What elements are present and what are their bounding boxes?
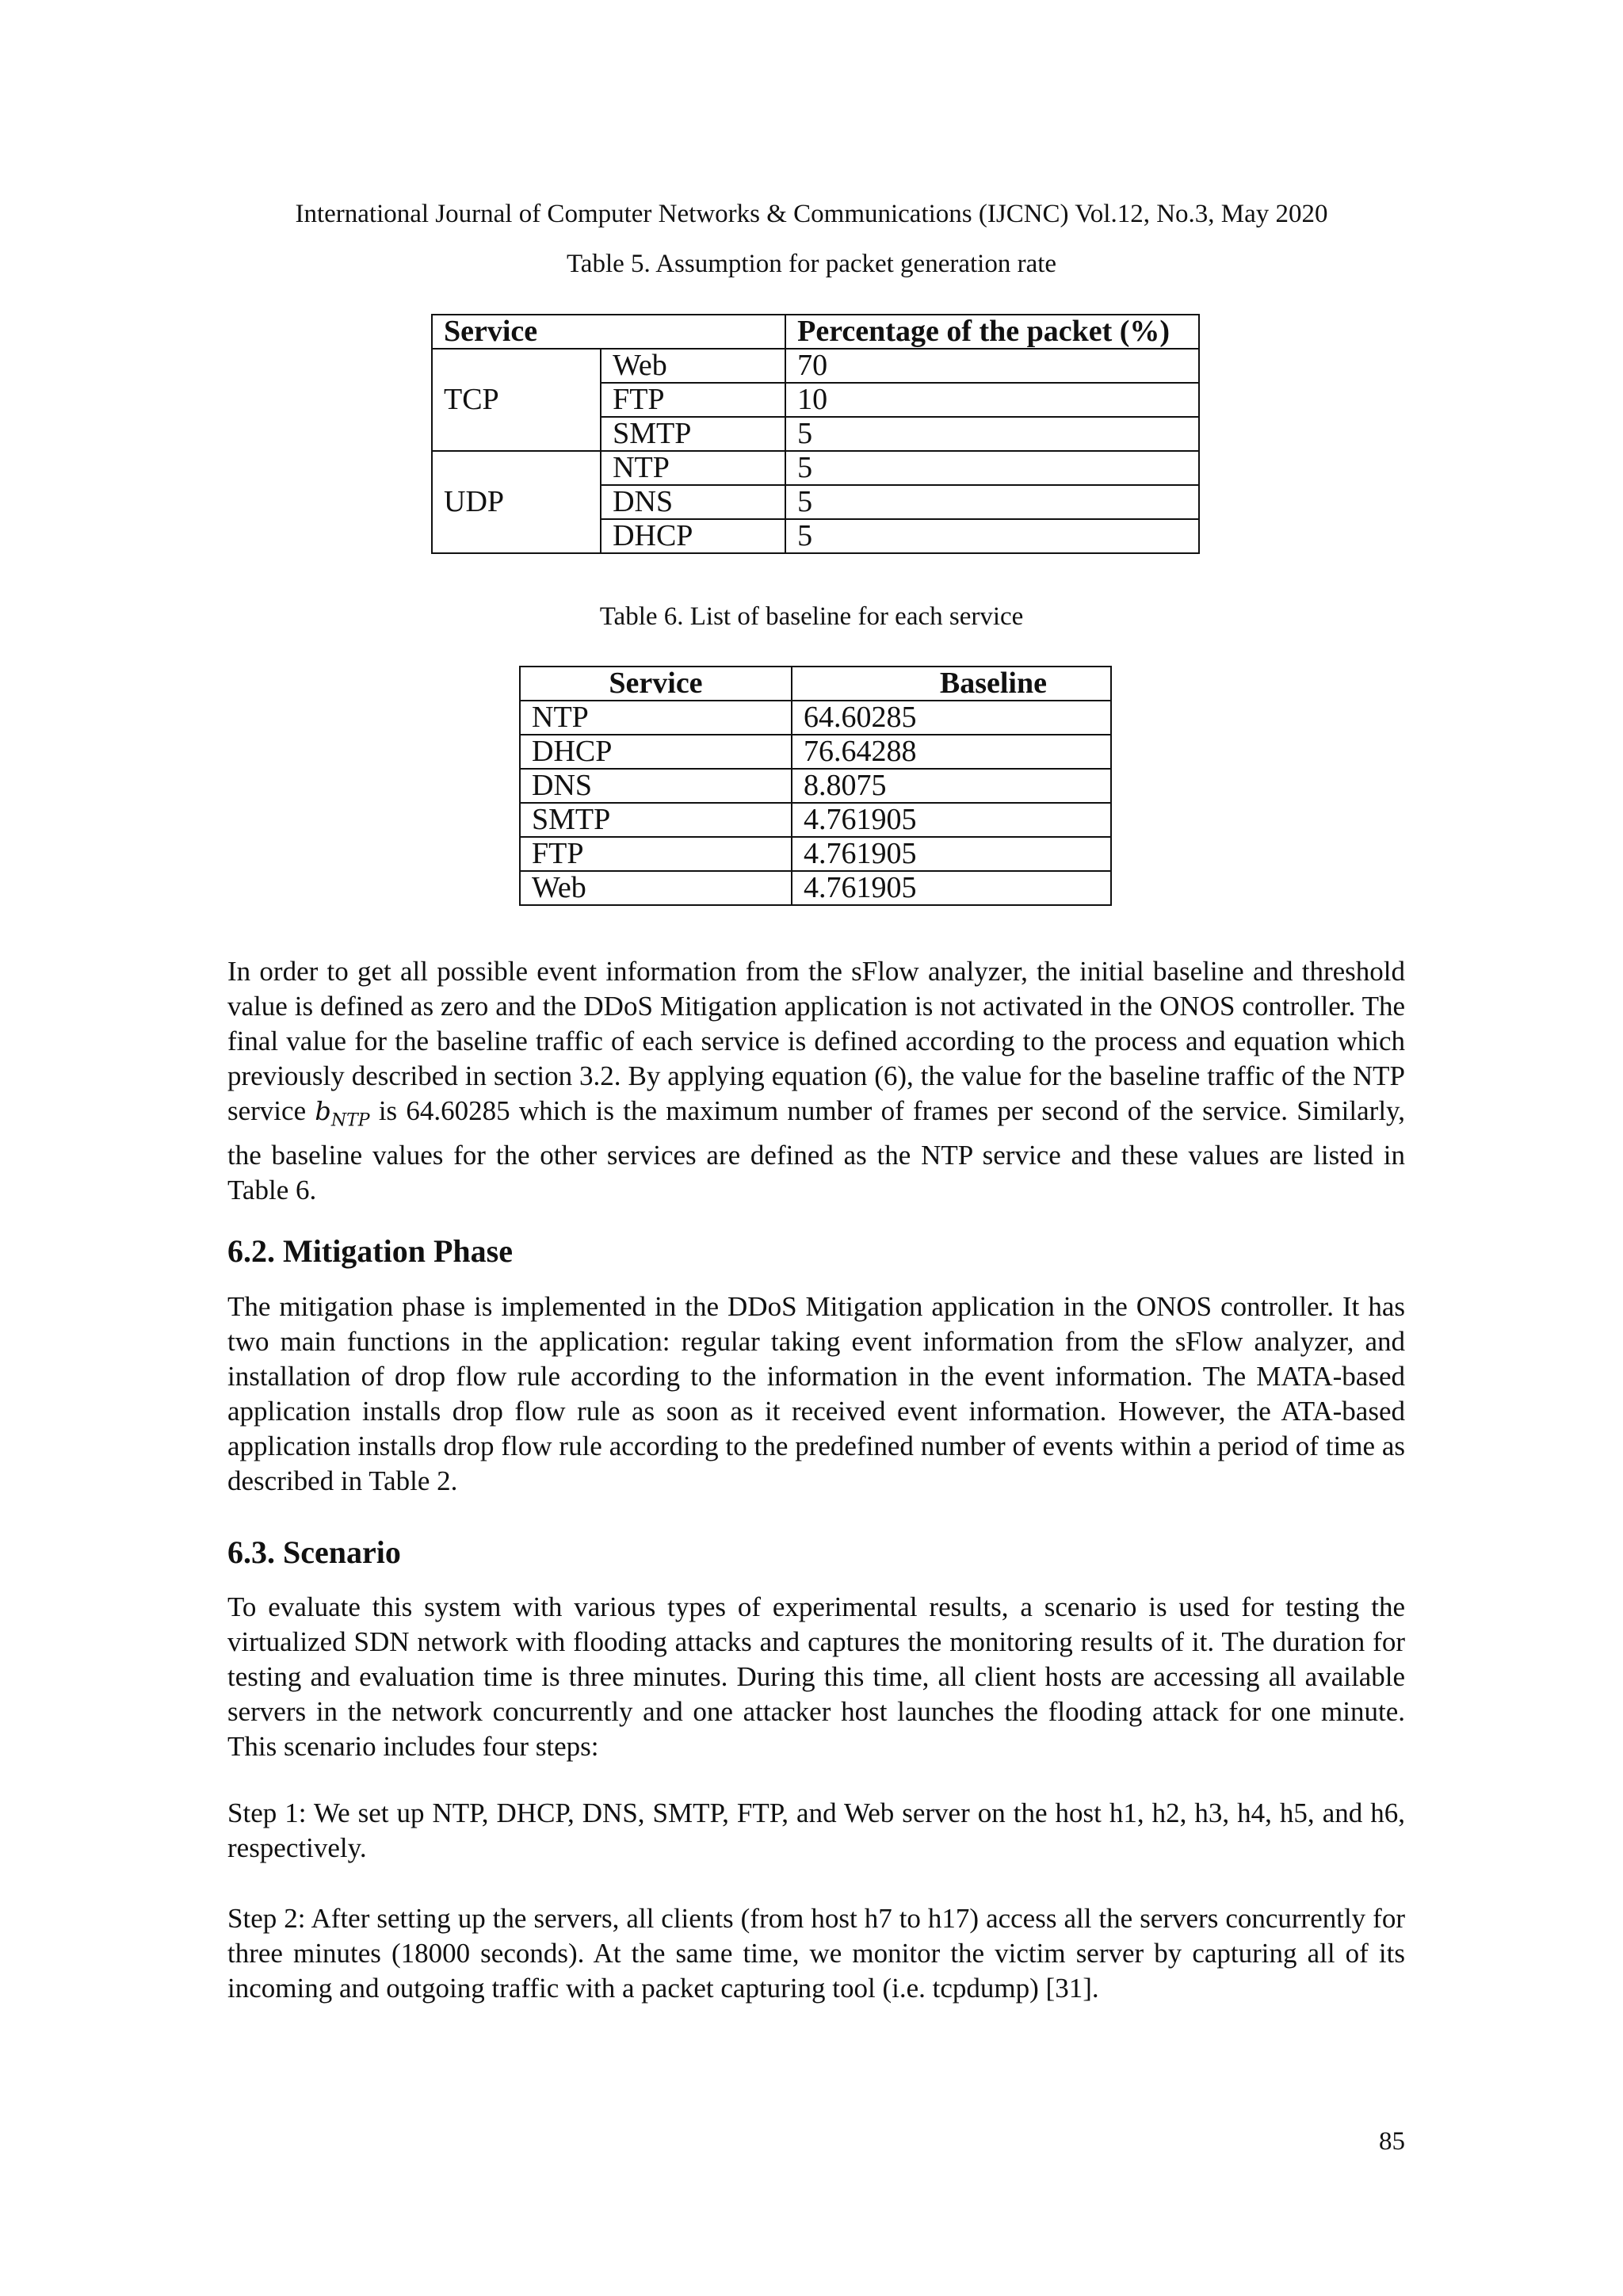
table5-value-cell: 5 (785, 417, 1199, 451)
table6-caption: Table 6. List of baseline for each service (599, 602, 1024, 631)
table-row (520, 837, 1111, 871)
table5-service-cell: DNS (601, 485, 785, 519)
table6-service-cell: DHCP (520, 735, 792, 769)
table6-service-cell: DNS (520, 769, 792, 803)
table-row (432, 349, 1199, 383)
paragraph-mitigation: The mitigation phase is implemented in the DDoS Mitigation application in the ONOS controller. It has two main functions in the application: regular taking event information from the sFlow analyzer, and installation of drop flow rule according to the information in the event information. The MATA-based application installs drop flow rule as soon as it received event information. However, the ATA-based application installs drop flow rule according to the predefined number of events within a period of time as described in Table 2. (227, 1291, 1405, 1496)
table-row (432, 451, 1199, 485)
table-row (520, 701, 1111, 735)
paragraph-step2: Step 2: After setting up the servers, all clients (from host h7 to h17) access all the servers concurrently for three minutes (18000 seconds). At the same time, we monitor the victim server by capturing all of its incoming and outgoing traffic with a packet capturing tool (i.e. tcpdump) [31]. (227, 1903, 1405, 2004)
table-row (520, 803, 1111, 837)
paragraph-baseline (227, 954, 1405, 1208)
table5-header-service: Service (432, 315, 785, 349)
table5-service-cell: Web (601, 349, 785, 383)
table6-header-baseline: Baseline (792, 667, 1111, 701)
section-heading-6-3: 6.3. Scenario (227, 1534, 401, 1570)
paragraph-baseline-part1: In order to get all possible event information from the sFlow analyzer, the initial baseline and threshold value is defined as zero and the DDoS Mitigation application is not activated in the ONOS controller. The final value for the baseline traffic of each service is defined according to the process and equation which previously described in section 3.2. By applying equation (6), the value for the baseline traffic of the NTP service (227, 956, 1405, 1126)
paragraph-step1: Step 1: We set up NTP, DHCP, DNS, SMTP, FTP, and Web server on the host h1, h2, h3, h4, h5, and h6, respectively. (227, 1797, 1405, 1863)
table6-service-cell: NTP (520, 701, 792, 735)
table6-baseline-cell: 8.8075 (792, 769, 1111, 803)
page-number: 85 (1379, 2127, 1405, 2156)
math-b-ntp (315, 1096, 370, 1131)
running-header: International Journal of Computer Networks & Communications (IJCNC) Vol.12, No.3, May 2020 (295, 200, 1328, 228)
table5-value-cell: 10 (785, 383, 1199, 417)
table5-service-cell: SMTP (601, 417, 785, 451)
table5-protocol-tcp: TCP (432, 349, 601, 451)
table5-value-cell: 5 (785, 485, 1199, 519)
table6-service-cell: FTP (520, 837, 792, 871)
table5-value-cell: 70 (785, 349, 1199, 383)
paragraph-scenario: To evaluate this system with various types of experimental results, a scenario is used for testing the virtualized SDN network with flooding attacks and captures the monitoring results of it. The duration for testing and evaluation time is three minutes. During this time, all client hosts are accessing all available servers in the network concurrently and one attacker host launches the flooding attack for one minute. This scenario includes four steps: (227, 1591, 1405, 1762)
table5-protocol-udp: UDP (432, 451, 601, 553)
table-row (520, 871, 1111, 905)
table6-service-cell: Web (520, 871, 792, 905)
table6-service-cell: SMTP (520, 803, 792, 837)
table5-value-cell: 5 (785, 451, 1199, 485)
table6-header-row (520, 667, 1111, 701)
table5-service-cell: DHCP (601, 519, 785, 553)
table-row (520, 735, 1111, 769)
table6-baseline-cell: 4.761905 (792, 871, 1111, 905)
math-symbol: b (315, 1096, 331, 1126)
table5-header-row (432, 315, 1199, 349)
table6-header-service: Service (520, 667, 792, 701)
table6-baseline-cell: 4.761905 (792, 837, 1111, 871)
paragraph-baseline-part2: is 64.60285 which is the maximum number of frames per second of the service. Similarly, the baseline values for the other services are defined as the NTP service and these values are listed in Table 6. (227, 1095, 1406, 1206)
table6-baseline-cell: 4.761905 (792, 803, 1111, 837)
table5-service-cell: FTP (601, 383, 785, 417)
table5-value-cell: 5 (785, 519, 1199, 553)
table6-baseline-cell: 76.64288 (792, 735, 1111, 769)
table5 (431, 314, 1200, 554)
math-subscript: NTP (330, 1110, 370, 1131)
table5-service-cell: NTP (601, 451, 785, 485)
table6 (519, 666, 1112, 906)
table5-header-percentage: Percentage of the packet (%) (785, 315, 1199, 349)
table-row (520, 769, 1111, 803)
section-heading-6-2: 6.2. Mitigation Phase (227, 1233, 513, 1269)
table5-caption: Table 5. Assumption for packet generation rate (566, 250, 1057, 278)
table6-baseline-cell: 64.60285 (792, 701, 1111, 735)
